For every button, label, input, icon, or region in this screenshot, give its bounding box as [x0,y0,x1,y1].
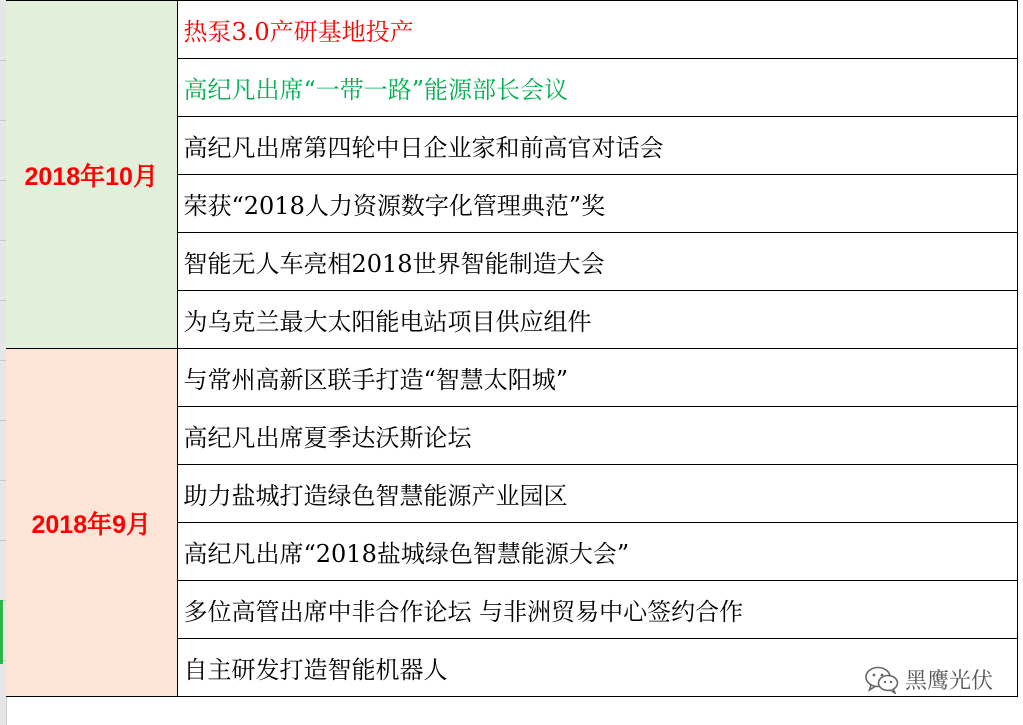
wechat-icon [865,666,899,694]
table-row [6,1,1018,59]
watermark [865,664,993,695]
month-cell-september[interactable]: 2018年9月 [6,349,177,697]
events-table [6,0,1018,697]
event-cell[interactable]: 多位高管出席中非合作论坛 与非洲贸易中心签约合作 [177,581,1018,639]
event-cell[interactable]: 高纪凡出席“2018盐城绿色智慧能源大会” [177,523,1018,581]
row-selection-marker [0,600,3,664]
event-cell[interactable]: 热泵3.0产研基地投产 [177,1,1018,59]
month-cell-october[interactable]: 2018年10月 [6,1,177,349]
event-cell[interactable]: 助力盐城打造绿色智慧能源产业园区 [177,465,1018,523]
event-cell[interactable]: 高纪凡出席第四轮中日企业家和前高官对话会 [177,117,1018,175]
event-cell[interactable]: 与常州高新区联手打造“智慧太阳城” [177,349,1018,407]
event-cell[interactable]: 智能无人车亮相2018世界智能制造大会 [177,233,1018,291]
event-cell[interactable]: 高纪凡出席“一带一路”能源部长会议 [177,59,1018,117]
event-cell[interactable]: 高纪凡出席夏季达沃斯论坛 [177,407,1018,465]
event-cell[interactable]: 为乌克兰最大太阳能电站项目供应组件 [177,291,1018,349]
event-cell[interactable]: 自主研发打造智能机器人 [177,639,1018,697]
table-row [6,349,1018,407]
watermark-text: 黑鹰光伏 [904,669,993,694]
event-cell[interactable]: 荣获“2018人力资源数字化管理典范”奖 [177,175,1018,233]
